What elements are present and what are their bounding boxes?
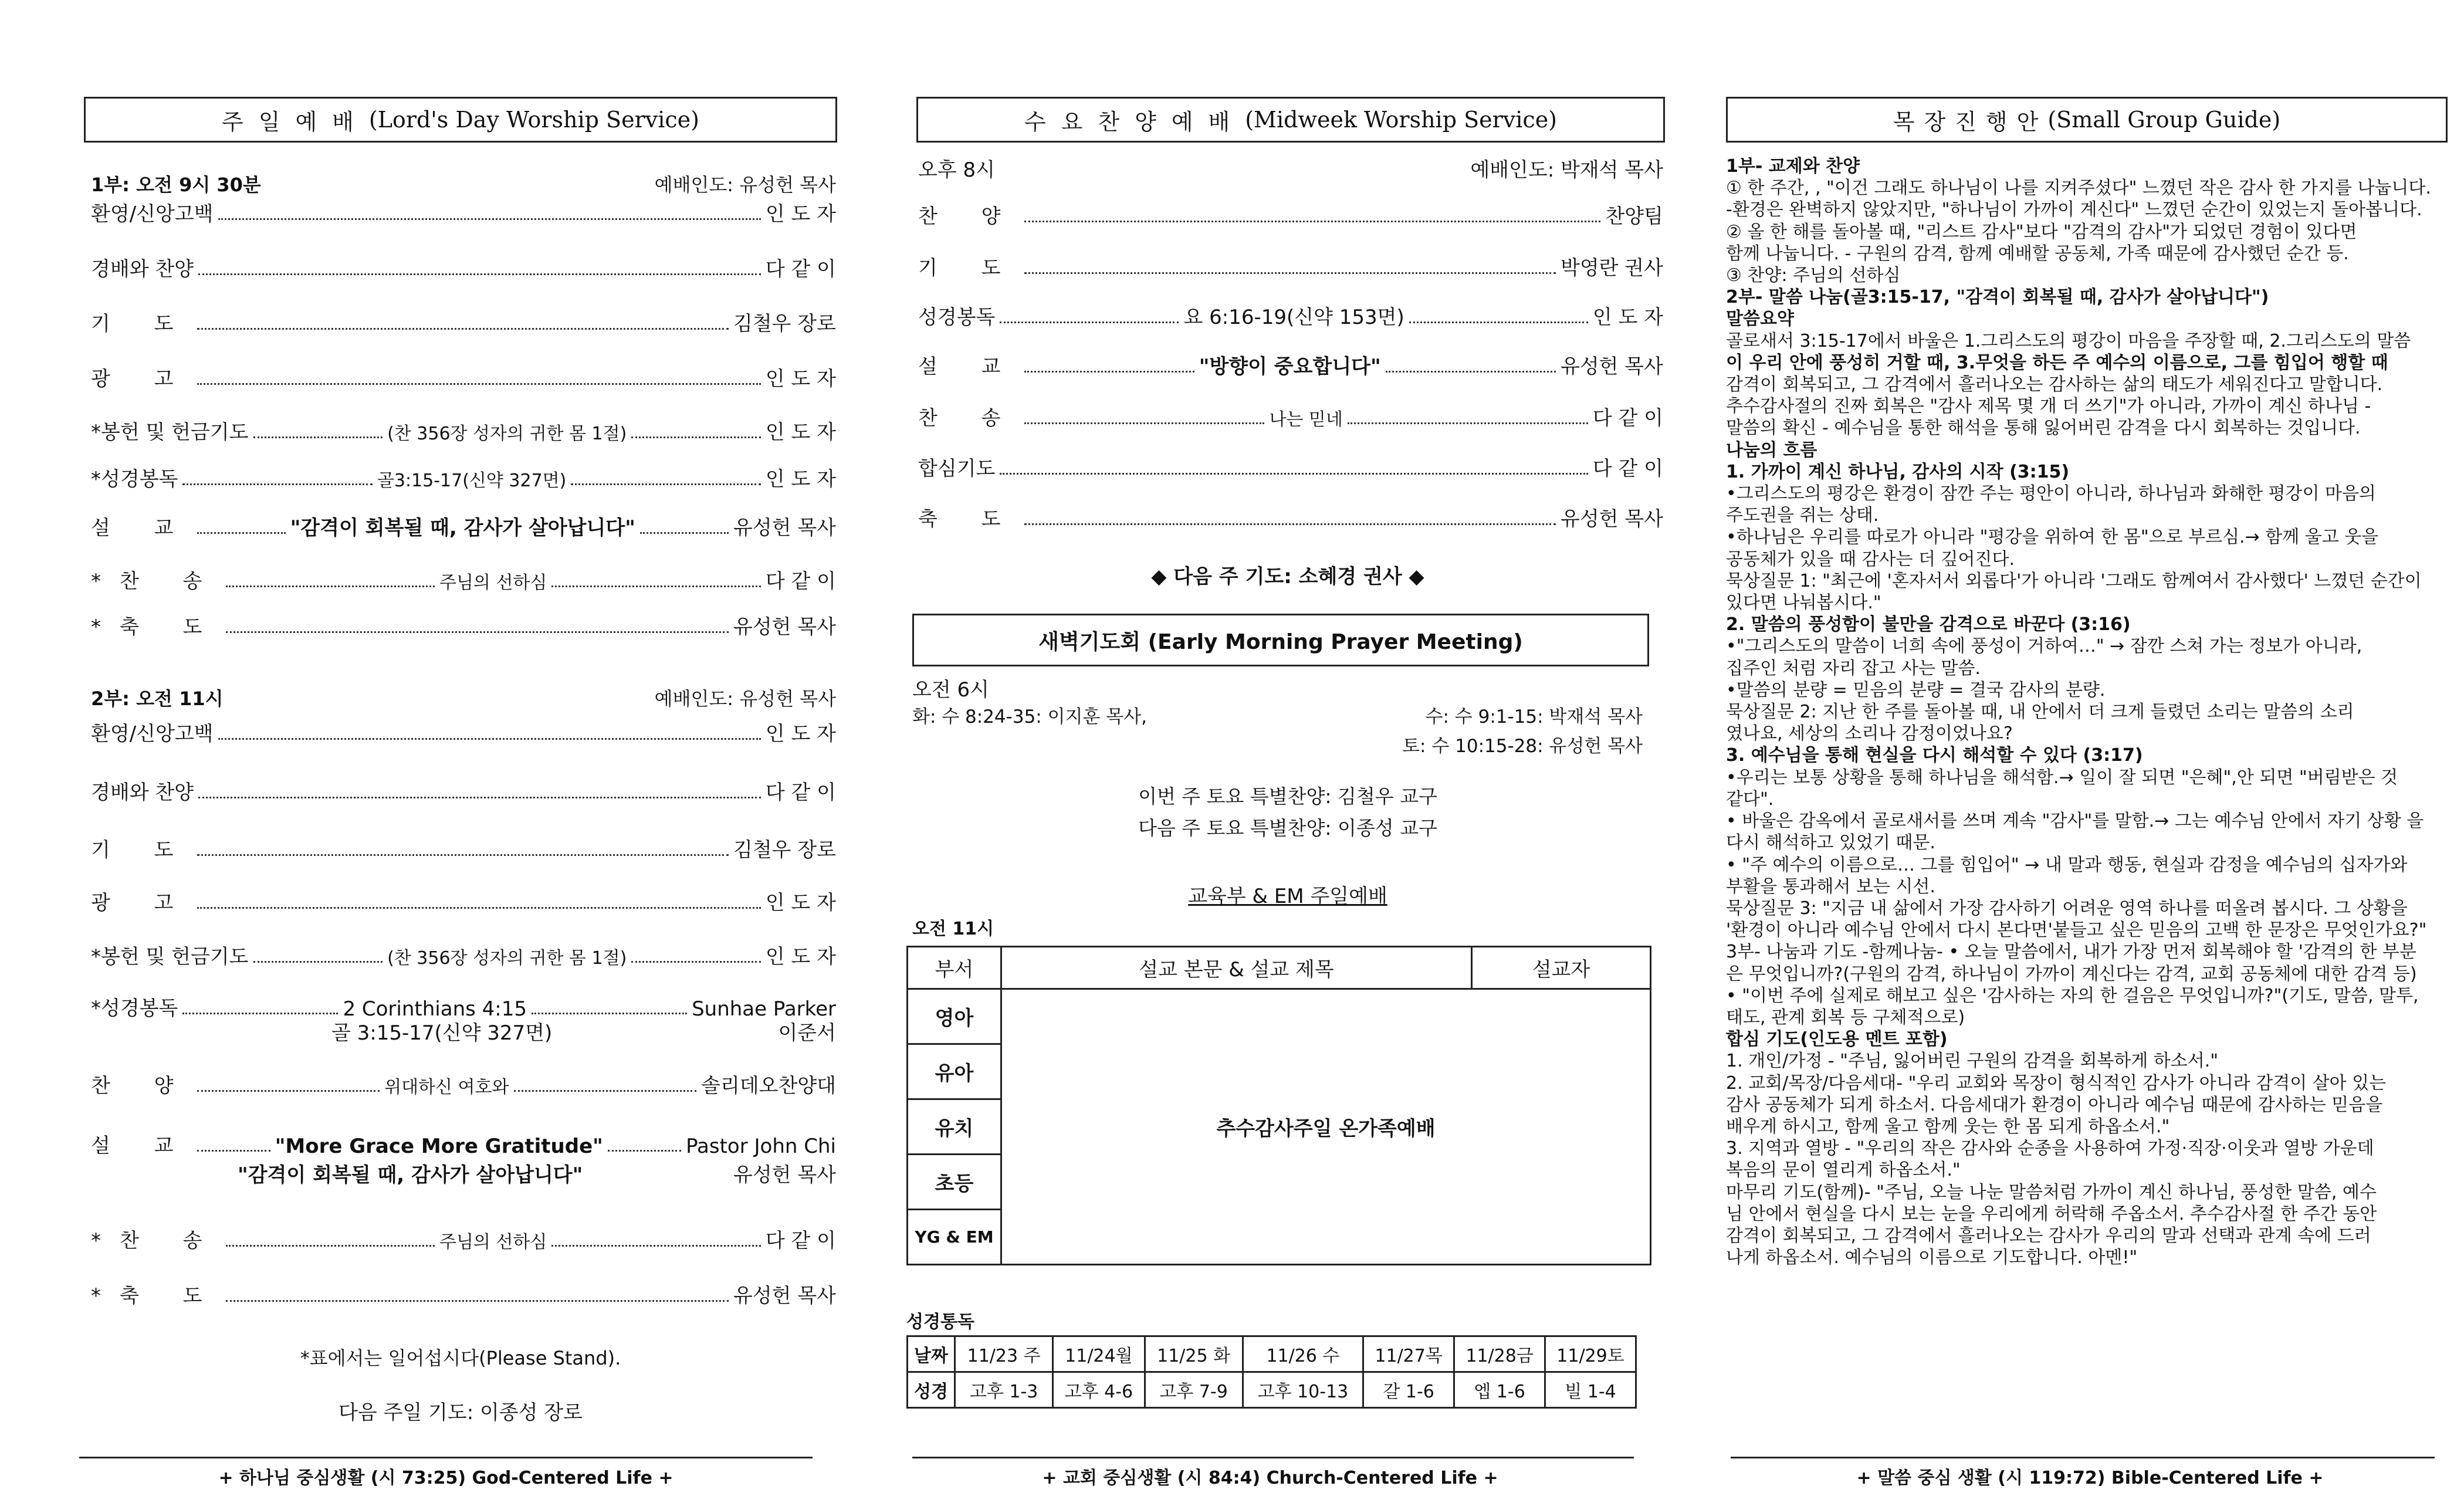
midweek-time-row (918, 155, 1663, 182)
guide-line: 3. 지역과 열방 - "우리의 작은 감사와 순종을 사용하여 가정·직장·이웃과 열방 가운데 (1726, 1138, 2374, 1159)
order-person: 박영란 권사 (1560, 256, 1663, 280)
order-row (918, 199, 1663, 229)
guide-line: 였나요, 세상의 소리나 감정이었나요? (1726, 723, 2013, 744)
guide-line: 공동체가 있을 때 감사는 더 깊어진다. (1726, 549, 2015, 570)
order-label: 설 교 (91, 516, 192, 540)
order-detail: "감격이 회복될 때, 감사가 살아납니다" (290, 516, 635, 540)
order-row (91, 362, 836, 391)
order-label: 환영/신앙고백 (91, 202, 214, 226)
bible-cell: 11/26 수 (1243, 1336, 1363, 1372)
order-person: Pastor John Chi (686, 1135, 836, 1158)
guide-line: • "주 예수의 이름으로… 그를 힘입어" → 내 말과 행동, 현실과 감정을 예수님의 십자가와 (1726, 854, 2408, 875)
order-row (918, 452, 1663, 481)
footer-rule (1731, 1457, 2435, 1458)
guide-line: 감사 공동체가 되게 하소서. 다음세대가 환경이 아니라 예수님 때문에 감사하는 믿음을 (1726, 1094, 2383, 1115)
footer-motto: + 말씀 중심 생활 (시 119:72) Bible-Centered Life + (1856, 1468, 2324, 1488)
guide-line: '환경이 아니라 예수님 안에서 다시 본다면'붙들고 싶은 믿음의 고백 한 문장은 무엇인가요?" (1726, 920, 2427, 941)
order-row (918, 502, 1663, 532)
order-person: 유성헌 목사 (733, 615, 836, 639)
service1-title-row (91, 170, 836, 197)
guide-line: 감격이 회복되고, 그 감격에서 흘러나오는 감사가 우리의 말과 선택과 관계 속에 드러 (1726, 1225, 2371, 1246)
edu-header-sermon: 설교 본문 & 설교 제목 (1001, 947, 1472, 989)
order-row (91, 833, 836, 862)
order-detail: "More Grace More Gratitude" (275, 1135, 603, 1158)
order-row (91, 564, 836, 594)
order-row (91, 462, 836, 492)
order-row (91, 1279, 836, 1308)
edu-row (908, 989, 1651, 1044)
order-person: 솔리데오찬양대 (701, 1074, 837, 1098)
order-row (91, 511, 836, 540)
order-person: 찬양팀 (1605, 205, 1663, 228)
order-detail: "방향이 중요합니다" (1199, 355, 1381, 378)
guide-line: •말씀의 분량 = 믿음의 분량 = 결국 감사의 분량. (1726, 679, 2106, 700)
order-row (91, 1129, 836, 1158)
next-midweek-prayer: ◆ 다음 주 기도: 소혜경 권사 ◆ (1151, 565, 1424, 588)
guide-line: 같다". (1726, 788, 1774, 810)
guide-line: 골로새서 3:15-17에서 바울은 1.그리스도의 평강이 마음을 주장할 때, 2.그리스도의 말씀 (1726, 330, 2411, 351)
order-row (91, 1224, 836, 1253)
order-label: *찬 송 (91, 570, 221, 593)
bible-cell: 성경 (908, 1372, 955, 1408)
guide-line: 함께 나눕니다. - 구원의 감격, 함께 예배할 공동체, 가족 때문에 감사했던 순간 등. (1726, 243, 2349, 264)
guide-line: •그리스도의 평강은 환경이 잠깐 주는 평안이 아니라, 하나님과 화해한 평강이 마음의 (1726, 483, 2376, 505)
guide-line: 묵상질문 1: "최근에 '혼자서서 외롭다'가 아니라 '그래도 함께여서 감사했다' 느꼈던 순간이 (1726, 570, 2422, 591)
order-person: 유성헌 목사 (733, 1284, 836, 1308)
bible-cell: 고후 7-9 (1145, 1372, 1243, 1408)
guide-line: 부활을 통과해서 보는 시선. (1726, 876, 1935, 897)
bible-reading-title: 성경통독 (906, 1312, 974, 1332)
order-label: 찬 양 (918, 205, 1020, 228)
order-detail: 주님의 선하심 (439, 573, 547, 593)
guide-line: 추수감사절의 진짜 회복은 "감사 제목 몇 개 더 쓰기"가 아니라, 가까이 계신 하나님 - (1726, 396, 2371, 417)
guide-line: 있다면 나눠봅시다." (1726, 593, 1881, 614)
guide-line: ③ 찬양: 주님의 선하심 (1726, 265, 1901, 286)
header-en: (Lord's Day Worship Service) (368, 107, 699, 133)
order-row (918, 350, 1663, 379)
order-label: 찬 양 (91, 1074, 192, 1098)
service2-title-row (91, 684, 836, 711)
order-detail: 요 6:16-19(신약 153면) (1183, 306, 1404, 329)
guide-line: 3. 예수님을 통해 현실을 다시 해석할 수 있다 (3:17) (1726, 745, 2143, 766)
order-person: 인 도 자 (765, 202, 836, 226)
header-ko: 수요찬양예배 (1024, 109, 1245, 135)
order-person: 김철우 장로 (733, 312, 836, 336)
order-person: 다 같 이 (1592, 457, 1663, 480)
next-sunday-prayer (79, 1396, 842, 1425)
guide-line: 배우게 하시고, 함께 울고 함께 웃는 한 몸 되게 하옵소서." (1726, 1116, 2170, 1137)
order-label: 광 고 (91, 891, 192, 915)
order-person: 인 도 자 (765, 421, 837, 444)
order-person: 인 도 자 (765, 945, 837, 969)
dawn-tuesday: 화: 수 8:24-35: 이지훈 목사, (912, 706, 1148, 727)
order-row (91, 1069, 836, 1098)
guide-line: 묵상질문 3: "지금 내 삶에서 가장 감사하기 어려운 영역 하나를 떠올려 봅시다. 그 상황을 (1726, 898, 2408, 919)
midweek-leader: 예배인도: 박재석 목사 (1470, 158, 1663, 182)
guide-line: ① 한 주간, , "이건 그래도 하나님이 나를 지켜주셨다" 느꼈던 작은 감사 한 가지를 나눕니다. (1726, 178, 2431, 199)
order-person: 인 도 자 (765, 891, 836, 915)
order-label: 경배와 찬양 (91, 258, 194, 281)
bible-cell: 갈 1-6 (1363, 1372, 1454, 1408)
guide-line: 묵상질문 2: 지난 한 주를 돌아볼 때, 내 안에서 더 크게 들렸던 소리는 말씀의 소리 (1726, 702, 2354, 723)
footer-motto: + 하나님 중심생활 (시 73:25) God-Centered Life + (218, 1468, 673, 1488)
guide-line: •"그리스도의 말씀이 너희 속에 풍성이 거하여…" → 잠깐 스쳐 가는 정보가 아니라, (1726, 636, 2363, 657)
guide-line: •우리는 보통 상황을 통해 하나님을 해석함.→ 일이 잘 되면 "은혜",안 되면 "버림받은 것 (1726, 767, 2398, 788)
order-label: *봉헌 및 헌금기도 (91, 421, 249, 444)
order-detail: 2 Corinthians 4:15 (343, 997, 527, 1021)
small-group-guide-text (1726, 155, 2447, 1268)
order-row (918, 251, 1663, 280)
footer-rule (912, 1457, 1634, 1458)
guide-line: ② 올 한 해를 돌아볼 때, "리스트 감사"보다 "감격의 감사"가 되었던 경험이 있다면 (1726, 221, 2357, 242)
header-ko: 목장진행안 (1893, 109, 2048, 135)
order-subrow (91, 1020, 836, 1049)
edu-table (906, 946, 1651, 1265)
footer-rule (79, 1457, 813, 1458)
dawn-time: 오전 6시 (912, 678, 989, 702)
guide-line: • "이번 주에 실제로 해보고 싶은 '감사하는 자의 한 걸음은 무엇입니까?"(기도, 말씀, 말투, (1726, 985, 2419, 1006)
order-row (918, 300, 1663, 330)
guide-line: 은 무엇입니까?(구원의 감격, 하나님이 가까이 계신다는 감격, 교회 공동체에 대한 감격 등) (1726, 963, 2417, 984)
order-person: 인 도 자 (1592, 306, 1664, 329)
sunday-worship-column (79, 0, 842, 1496)
order-label: 찬 송 (918, 407, 1020, 430)
guide-line: 마무리 기도(함께)- "주님, 오늘 나눈 말씀처럼 가까이 계신 하나님, 풍성한 말씀, 예수 (1726, 1182, 2377, 1203)
guide-line: 2. 교회/목장/다음세대- "우리 교회와 목장이 형식적인 감사가 아니라 감격이 살아 있는 (1726, 1072, 2387, 1094)
order-person: 인 도 자 (765, 367, 836, 391)
service2-time: 2부: 오전 11시 (91, 688, 224, 710)
sunday-worship-header (84, 97, 837, 143)
order-detail: (찬 356장 성자의 귀한 몸 1절) (387, 948, 627, 969)
dawn-prayer-header (912, 614, 1649, 666)
bible-cell: 날짜 (908, 1336, 955, 1372)
guide-line: • 바울은 감옥에서 골로새서를 쓰며 계속 "감사"를 말함.→ 그는 예수님 안에서 자기 상황 을 (1726, 811, 2424, 832)
edu-header-preacher: 설교자 (1472, 947, 1651, 989)
header-ko: 주일예배 (222, 109, 369, 135)
guide-line: 이 우리 안에 풍성히 거할 때, 3.무엇을 하든 주 예수의 이름으로, 그를 힘입어 행할 때 (1726, 352, 2388, 373)
order-row (91, 197, 836, 226)
order-label: 성경봉독 (918, 306, 996, 329)
order-person: 김철우 장로 (733, 838, 836, 862)
order-label: *성경봉독 (91, 997, 178, 1020)
order-row (918, 401, 1663, 431)
order-row (91, 886, 836, 915)
guide-line: 감격이 회복되고, 그 감격에서 흘러나오는 감사하는 삶의 태도가 세워진다고 말합니다. (1726, 374, 2383, 395)
bible-cell: 엡 1-6 (1454, 1372, 1545, 1408)
bible-date-row (908, 1336, 1636, 1372)
bible-cell: 11/29토 (1545, 1336, 1636, 1372)
bible-cell: 11/23 주 (955, 1336, 1053, 1372)
sermon-title-2: "감격이 회복될 때, 감사가 살아납니다" (238, 1163, 583, 1187)
order-row (91, 610, 836, 639)
edu-dept: 유아 (908, 1044, 1001, 1099)
order-detail: 골3:15-17(신약 327면) (377, 471, 567, 491)
order-person: 인 도 자 (765, 722, 836, 746)
bible-reading-table (906, 1335, 1637, 1409)
order-person: 다 같 이 (765, 781, 836, 804)
order-label: 환영/신앙고백 (91, 722, 214, 746)
service1-leader: 예배인도: 유성헌 목사 (654, 174, 836, 196)
guide-line: 다시 해석하고 있었기 때문. (1726, 832, 1935, 854)
order-label: 설 교 (918, 355, 1020, 378)
edu-header-row (908, 947, 1651, 989)
guide-line: 나게 하옵소서. 예수님의 이름으로 기도합니다. 아멘!" (1726, 1247, 2138, 1268)
order-row (91, 776, 836, 805)
guide-line: 1부- 교제와 찬양 (1726, 156, 1860, 177)
guide-line: 1. 개인/가정 - "주님, 잃어버린 구원의 감격을 회복하게 하소서." (1726, 1051, 2219, 1072)
guide-line: 집주인 처럼 자리 잡고 사는 말씀. (1726, 658, 1981, 679)
order-row (91, 415, 836, 445)
order-person: 유성헌 목사 (1560, 355, 1663, 378)
dawn-prayer-title: 새벽기도회 (Early Morning Prayer Meeting) (1038, 629, 1523, 654)
guide-line: 님 안에서 현실을 다시 보는 눈을 우리에게 허락해 주옵소서. 추수감사절 한 주간 동안 (1726, 1203, 2377, 1224)
header-en: (Midweek Worship Service) (1245, 107, 1558, 133)
order-row (91, 307, 836, 336)
midweek-header (916, 97, 1665, 143)
small-group-column (1719, 0, 2449, 1496)
order-detail: 주님의 선하심 (439, 1232, 547, 1253)
guide-line: 태도, 관계 회복 등 구체적으로) (1726, 1007, 1965, 1028)
order-label: *축 도 (91, 1284, 221, 1308)
bible-cell: 고후 4-6 (1053, 1372, 1145, 1408)
order-person: 인 도 자 (765, 468, 837, 491)
order-person: 유성헌 목사 (733, 516, 837, 540)
reading-reader-2: 이준서 (778, 1021, 836, 1045)
edu-time: 오전 11시 (912, 919, 994, 939)
small-group-header (1726, 97, 2448, 143)
order-person: 유성헌 목사 (1560, 507, 1663, 531)
guide-line: 3부- 나눔과 기도 -함께나눔- • 오늘 말씀에서, 내가 가장 먼저 회복해야 할 '감격의 한 부분 (1726, 942, 2416, 963)
guide-line: 주도권을 쥐는 상태. (1726, 505, 1879, 526)
bible-book-row (908, 1372, 1636, 1408)
order-subrow (91, 1162, 836, 1191)
reading-reference-2: 골 3:15-17(신약 327면) (331, 1021, 553, 1045)
footer-motto: + 교회 중심생활 (시 84:4) Church-Centered Life + (1042, 1468, 1498, 1488)
guide-line: 나눔의 흐름 (1726, 439, 1817, 461)
guide-line: 합심 기도(인도용 멘트 포함) (1726, 1029, 1948, 1050)
order-label: 광 고 (91, 367, 192, 391)
order-detail: (찬 356장 성자의 귀한 몸 1절) (387, 424, 627, 444)
bible-cell: 11/24월 (1053, 1336, 1145, 1372)
bible-cell: 빌 1-4 (1545, 1372, 1636, 1408)
edu-title: 교육부 & EM 주일예배 (1188, 885, 1387, 908)
order-label: *성경봉독 (91, 468, 178, 491)
stand-note: *표에서는 일어섭시다(Please Stand). (300, 1347, 621, 1369)
dawn-wednesday: 수: 수 9:1-15: 박재석 목사 (1425, 706, 1643, 727)
service1-time: 1부: 오전 9시 30분 (91, 174, 261, 196)
choir-next-week: 다음 주 토요 특별찬양: 이종성 교구 (1138, 817, 1437, 840)
guide-line: 1. 가까이 계신 하나님, 감사의 시작 (3:15) (1726, 461, 2070, 482)
order-person: 다 같 이 (765, 1229, 837, 1253)
midweek-time: 오후 8시 (918, 158, 995, 182)
bible-cell: 11/27목 (1363, 1336, 1454, 1372)
order-row (91, 252, 836, 282)
order-detail: 나는 믿네 (1269, 409, 1343, 430)
guide-line: 2. 말씀의 풍성함이 불만을 감격으로 바꾼다 (3:16) (1726, 614, 2131, 635)
bible-cell: 11/28금 (1454, 1336, 1545, 1372)
order-label: 설 교 (91, 1134, 192, 1157)
order-detail: 위대하신 여호와 (384, 1077, 509, 1098)
order-label: *봉헌 및 헌금기도 (91, 945, 249, 969)
edu-header-dept: 부서 (908, 947, 1001, 989)
choir-this-week: 이번 주 토요 특별찬양: 김철우 교구 (1138, 785, 1437, 808)
guide-line: -환경은 완벽하지 않았지만, "하나님이 가까이 계신다" 느꼈던 순간이 있었는지 돌아봅니다. (1726, 199, 2422, 221)
edu-dept: YG & EM (908, 1210, 1001, 1265)
edu-dept: 영아 (908, 989, 1001, 1044)
guide-line: 말씀요약 (1726, 309, 1794, 330)
order-person: 다 같 이 (765, 258, 836, 281)
bible-cell: 고후 10-13 (1243, 1372, 1363, 1408)
order-label: 기 도 (918, 256, 1020, 280)
order-row (91, 940, 836, 969)
guide-line: •하나님은 우리를 따로가 아니라 "평강을 위하여 한 몸"으로 부르심.→ 함께 울고 웃을 (1726, 527, 2379, 548)
order-label: *찬 송 (91, 1229, 221, 1253)
order-label: 기 도 (91, 838, 192, 862)
order-label: 축 도 (918, 507, 1020, 531)
order-person: 다 같 이 (1592, 407, 1663, 430)
next-sunday-prayer-text: 다음 주일 기도: 이종성 장로 (339, 1401, 583, 1424)
edu-dept: 유치 (908, 1099, 1001, 1155)
order-row (91, 717, 836, 746)
order-label: 합심기도 (918, 457, 996, 480)
order-label: *축 도 (91, 615, 221, 639)
order-label: 기 도 (91, 312, 192, 336)
guide-line: 2부- 말씀 나눔(골3:15-17, "감격이 회복될 때, 감사가 살아납니다") (1726, 287, 2269, 308)
guide-line: 복음의 문이 열리게 하옵소서." (1726, 1160, 1961, 1181)
dawn-saturday: 토: 수 10:15-28: 유성헌 목사 (1402, 736, 1643, 757)
bible-cell: 11/25 화 (1145, 1336, 1243, 1372)
order-person: Sunhae Parker (692, 997, 837, 1021)
edu-dept: 초등 (908, 1155, 1001, 1210)
header-en: (Small Group Guide) (2047, 107, 2281, 133)
order-label: 경배와 찬양 (91, 781, 194, 804)
sermon-preacher-2: 유성헌 목사 (733, 1163, 836, 1187)
service2-leader: 예배인도: 유성헌 목사 (654, 688, 836, 710)
edu-content: 추수감사주일 온가족예배 (1001, 989, 1651, 1265)
guide-line: 말씀의 확신 - 예수님을 통한 해석을 통해 잃어버린 감격을 다시 회복하는 것입니다. (1726, 418, 2361, 439)
bible-cell: 고후 1-3 (955, 1372, 1053, 1408)
midweek-column (906, 0, 1669, 1496)
order-person: 다 같 이 (765, 570, 837, 593)
